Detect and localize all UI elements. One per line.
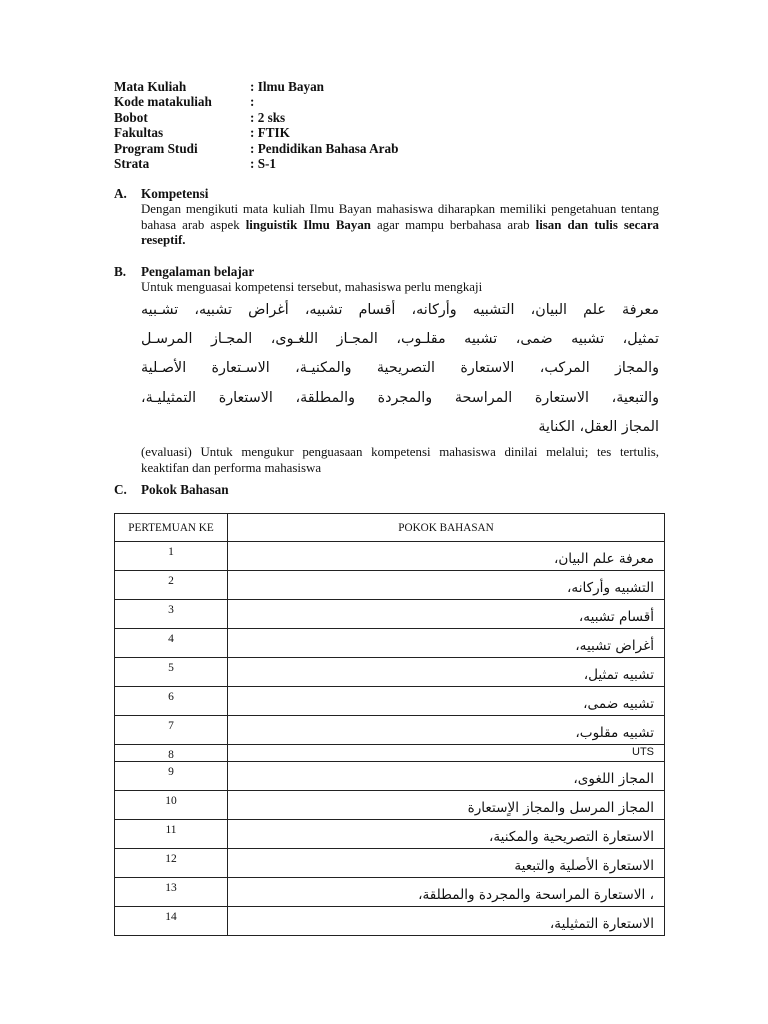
topic-cell: ، الاستعارة المراسحة والمجردة والمطلقة، [228, 878, 665, 907]
competency-text-2: agar mampu berbahasa arab [370, 217, 536, 232]
meeting-number: 13 [115, 878, 228, 907]
info-key: Program Studi [114, 140, 198, 156]
info-key: Strata [114, 155, 150, 171]
info-row [114, 94, 634, 109]
competency-bold-1: linguistik Ilmu Bayan [245, 217, 371, 232]
info-row [114, 156, 634, 171]
section-letter: B. [114, 264, 127, 279]
table-row [115, 542, 665, 571]
table-row [115, 716, 665, 745]
table-row [115, 820, 665, 849]
topic-cell: الاستعارة الأصلية والتبعية [228, 849, 665, 878]
topic-cell: معرفة علم البيان، [228, 542, 665, 571]
section-title: Kompetensi [141, 186, 209, 201]
arabic-line: المجاز العقل، الكناية [538, 419, 659, 436]
arabic-line: معرفة علم البيان، التشبيه وأركانه، أقسام تشبيه، أغراض تشبيه، تشـبيه [141, 301, 659, 318]
info-value: : Ilmu Bayan [250, 79, 325, 94]
info-key: Fakultas [114, 125, 164, 141]
table-row [115, 658, 665, 687]
meeting-number: 9 [115, 762, 228, 791]
info-value: : [250, 94, 255, 110]
section-title: Pengalaman belajar [141, 264, 255, 279]
info-row [114, 79, 634, 94]
table-row [115, 600, 665, 629]
meeting-number: 4 [115, 629, 228, 658]
info-row [114, 125, 634, 140]
topics-table [114, 513, 665, 936]
topic-cell: تشبيه ضمى، [228, 687, 665, 716]
section-learning-experience [114, 264, 659, 476]
topic-cell: تشبيه مقلوب، [228, 716, 665, 745]
arabic-line: والتبعية، الاستعارة المراسحة والمجردة والمطلقة، الاستعارة التمثيليـة، [141, 389, 659, 406]
info-value: : 2 sks [250, 109, 286, 125]
meeting-number: 6 [115, 687, 228, 716]
table-row [115, 791, 665, 820]
arabic-line: والمجاز المركب، الاستعارة التصريحية والمكنيـة، الاسـتعارة الأصـلية [141, 360, 659, 377]
info-key: Kode matakuliah [114, 94, 212, 110]
table-row [115, 687, 665, 716]
meeting-number: 7 [115, 716, 228, 745]
info-row [114, 110, 634, 125]
table-row [115, 878, 665, 907]
table-row [115, 762, 665, 791]
info-value: : FTIK [250, 125, 290, 141]
learning-intro: Untuk menguasai kompetensi tersebut, mahasiswa perlu mengkaji [141, 280, 483, 294]
meeting-number: 3 [115, 600, 228, 629]
topic-cell: المجاز المرسل والمجاز الاٍستعارة [228, 791, 665, 820]
section-topics [114, 482, 659, 498]
competency-text [141, 202, 659, 249]
meeting-number: 2 [115, 571, 228, 600]
topic-cell: الاستعارة التمثيلية، [228, 907, 665, 936]
info-row [114, 141, 634, 156]
meeting-number: 12 [115, 849, 228, 878]
topic-cell: أغراض تشبيه، [228, 629, 665, 658]
table-row [115, 849, 665, 878]
course-info [114, 79, 634, 171]
competency-bold-2: lisan dan tulis secara reseptif. [141, 217, 659, 247]
arabic-topics-paragraph [141, 296, 659, 443]
table-header-row [115, 514, 665, 542]
table-row [115, 907, 665, 936]
topic-cell: تشبيه تمثيل، [228, 658, 665, 687]
header-topic: POKOK BAHASAN [228, 514, 665, 542]
meeting-number: 5 [115, 658, 228, 687]
meeting-number: 14 [115, 907, 228, 936]
info-value: : Pendidikan Bahasa Arab [250, 140, 399, 156]
section-title: Pokok Bahasan [141, 482, 229, 497]
section-letter: A. [114, 186, 127, 201]
meeting-number: 1 [115, 542, 228, 571]
evaluation-text: (evaluasi) Untuk mengukur penguasaan kompetensi mahasiswa dinilai melalui; tes tertulis, keaktifan dan performa mahasiswa [141, 445, 659, 475]
competency-text-1: Dengan mengikuti mata kuliah Ilmu Bayan mahasiswa diharapkan memiliki pengetahuan tentang bahasa arab aspek [141, 202, 659, 232]
topic-cell: التشبيه وأركانه، [228, 571, 665, 600]
section-competency [114, 186, 659, 249]
info-key: Mata Kuliah [114, 79, 187, 94]
topic-cell: UTS [228, 745, 665, 762]
arabic-line: تمثيل، تشبيه ضمى، تشبيه مقلـوب، المجـاز اللغـوى، المجـاز المرسـل [141, 330, 659, 347]
info-value: : S-1 [250, 155, 277, 171]
table-row [115, 629, 665, 658]
section-letter: C. [114, 482, 127, 497]
header-meeting: PERTEMUAN KE [115, 514, 228, 542]
topic-cell: أقسام تشبيه، [228, 600, 665, 629]
table-row [115, 745, 665, 762]
info-key: Bobot [114, 109, 148, 125]
table-row [115, 571, 665, 600]
topic-cell: الاستعارة التصريحية والمكنية، [228, 820, 665, 849]
meeting-number: 8 [115, 745, 228, 762]
topic-cell: المجاز اللغوى، [228, 762, 665, 791]
meeting-number: 11 [115, 820, 228, 849]
meeting-number: 10 [115, 791, 228, 820]
